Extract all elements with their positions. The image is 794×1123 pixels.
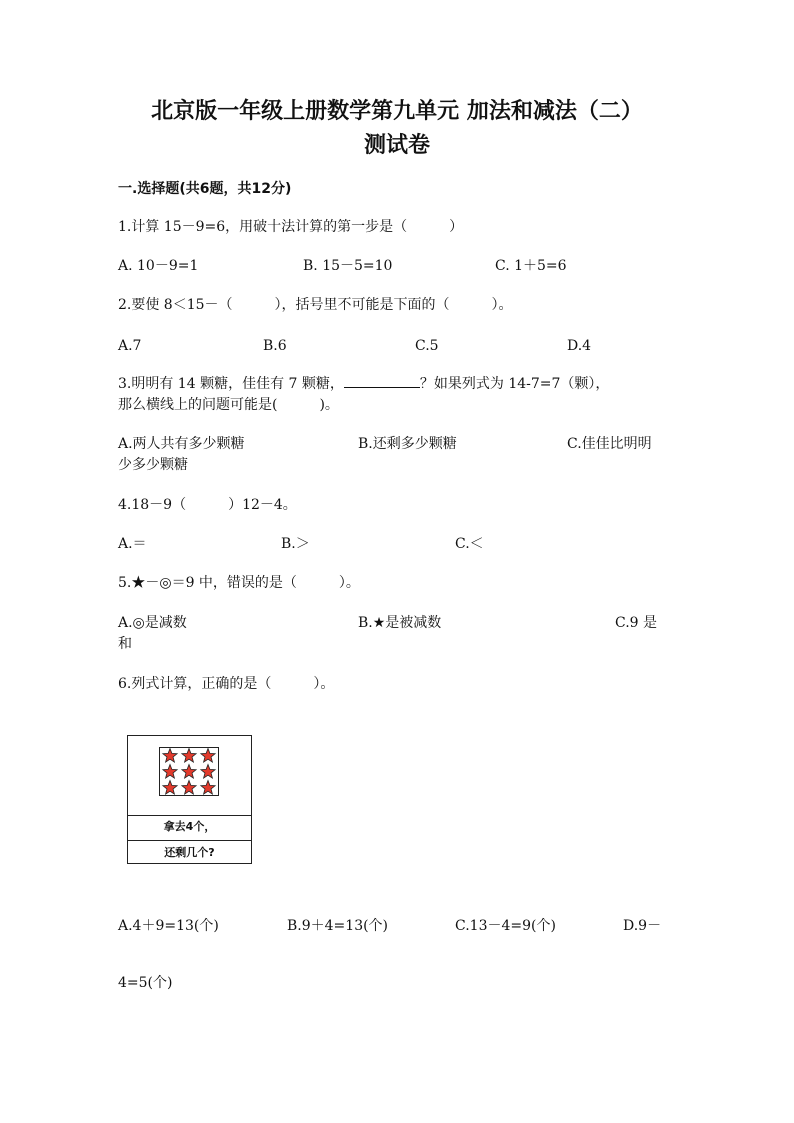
star-icon: [163, 749, 177, 763]
question-6-figure: [127, 735, 252, 864]
star-icon: [163, 781, 177, 795]
star-group-box: [159, 747, 219, 796]
question-5-option-c: C.9 是: [615, 615, 658, 631]
answer-blank-line: [344, 373, 420, 388]
question-3-stem: [118, 373, 609, 395]
question-2-option-c: C.5: [415, 338, 439, 354]
question-2-option-b: B.6: [263, 338, 287, 354]
question-5-option-b: B.★是被减数: [358, 615, 442, 631]
page-title-line2: 测试卷: [363, 132, 430, 158]
question-5-option-a: A.◎是减数: [118, 615, 187, 631]
question-2-option-a: A.7: [118, 338, 142, 354]
question-6-option-d-cont: 4=5(个): [118, 975, 173, 991]
figure-divider-1: [128, 815, 251, 816]
question-3-option-a: A.两人共有多少颗糖: [118, 436, 245, 452]
question-1-stem: 1.计算 15－9=6，用破十法计算的第一步是（ ）: [118, 219, 464, 235]
question-3-stem-line2: 那么横线上的问题可能是( )。: [118, 397, 339, 413]
star-icon: [163, 765, 177, 779]
question-6-option-a: A.4＋9=13(个): [118, 918, 219, 934]
question-5-stem: 5.★－◎＝9 中，错误的是（ ）。: [118, 575, 360, 591]
question-1-option-c: C. 1＋5=6: [495, 258, 567, 274]
star-icon: [182, 781, 196, 795]
question-6-option-d: D.9－: [623, 918, 662, 934]
question-4-option-b: B.＞: [281, 536, 310, 552]
question-6-option-b: B.9＋4=13(个): [287, 918, 389, 934]
star-icon: [182, 765, 196, 779]
question-1-option-a: A. 10－9=1: [118, 258, 199, 274]
star-icon: [201, 749, 215, 763]
question-5-option-c-cont: 和: [118, 636, 132, 652]
page-title-line1: 北京版一年级上册数学第九单元 加法和减法（二）: [151, 98, 643, 124]
question-3-option-b: B.还剩多少颗糖: [358, 436, 457, 452]
question-4-option-a: A.＝: [118, 536, 147, 552]
star-icon: [201, 765, 215, 779]
figure-label-take-away: 拿去4个，: [163, 820, 216, 833]
question-4-stem: 4.18－9（ ）12－4。: [118, 497, 297, 513]
figure-divider-2: [128, 840, 251, 841]
question-6-stem: 6.列式计算，正确的是（ ）。: [118, 676, 335, 692]
question-3-stem-part-a: 3.明明有 14 颗糖，佳佳有 7 颗糖，: [118, 376, 344, 392]
question-6-option-c: C.13－4=9(个): [455, 918, 556, 934]
question-2-stem: 2.要使 8＜15－（ ），括号里不可能是下面的（ ）。: [118, 297, 513, 313]
question-3-option-c: C.佳佳比明明: [567, 436, 652, 452]
question-1-option-b: B. 15－5=10: [303, 258, 393, 274]
question-3-option-c-cont: 少多少颗糖: [118, 457, 188, 473]
star-icon: [182, 749, 196, 763]
question-2-option-d: D.4: [567, 338, 592, 354]
section-heading: 一.选择题(共6题，共12分): [118, 181, 292, 197]
stars-illustration: [160, 748, 218, 795]
question-4-option-c: C.＜: [455, 536, 484, 552]
question-3-stem-part-b: ？如果列式为 14-7=7（颗），: [419, 376, 610, 392]
star-icon: [201, 781, 215, 795]
figure-label-remaining: 还剩几个?: [164, 846, 215, 859]
